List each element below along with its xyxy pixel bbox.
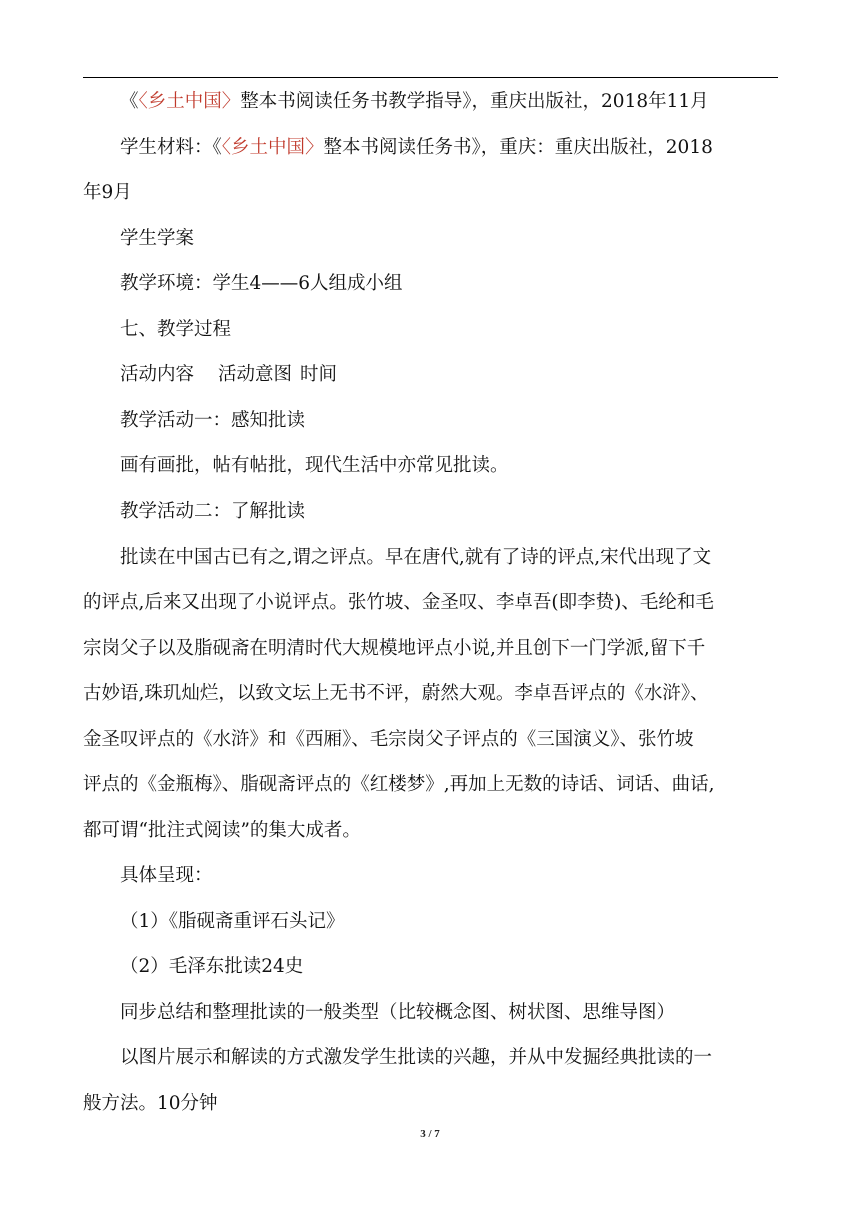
paragraph-line: 古妙语,珠玑灿烂，以致文坛上无书不评，蔚然大观。李卓吾评点的《水浒》、 [83, 683, 709, 704]
paragraph-line: 评点的《金瓶梅》、脂砚斋评点的《红楼梦》,再加上无数的诗话、词话、曲话, [83, 774, 715, 795]
header-rule [83, 77, 778, 78]
activity-2-title: 教学活动二：了解批读 [120, 501, 306, 522]
reference-line-2: 学生材料：《〈乡土中国〉整本书阅读任务书》，重庆：重庆出版社，2018 [120, 137, 713, 158]
summary-line: 同步总结和整理批读的一般类型（比较概念图、树状图、思维导图） [120, 1002, 676, 1023]
paragraph-line: 的评点,后来又出现了小说评点。张竹坡、金圣叹、李卓吾(即李贽)、毛纶和毛 [83, 592, 714, 613]
paragraph-line: 批读在中国古已有之,谓之评点。早在唐代,就有了诗的评点,宋代出现了文 [120, 547, 712, 568]
activity-1-title: 教学活动一：感知批读 [120, 410, 306, 431]
col-activity-intent: 活动意图 [218, 364, 293, 385]
student-case: 学生学案 [120, 228, 195, 249]
book-title-link[interactable]: 〈乡土中国〉 [221, 137, 324, 158]
table-header [83, 363, 778, 387]
page-number: 3 / 7 [420, 1128, 440, 1140]
activity-1-text: 画有画批，帖有帖批，现代生活中亦常见批读。 [120, 455, 509, 476]
paragraph-line: 金圣叹评点的《水浒》和《西厢》、毛宗岗父子评点的《三国演义》、张竹坡 [83, 729, 694, 750]
list-item: （2）毛泽东批读24史 [120, 956, 304, 977]
col-time: 时间 [300, 364, 338, 385]
intent-line: 以图片展示和解读的方式激发学生批读的兴趣，并从中发掘经典批读的一 [120, 1047, 713, 1068]
col-activity-content: 活动内容 [120, 364, 195, 385]
reference-line-1: 《〈乡土中国〉整本书阅读任务书教学指导》，重庆出版社，2018年11月 [120, 91, 709, 112]
intent-line: 般方法。10分钟 [83, 1093, 218, 1114]
paragraph-line: 都可谓“批注式阅读”的集大成者。 [83, 820, 361, 841]
section-heading: 七、教学过程 [120, 319, 232, 340]
teaching-environment: 教学环境：学生4——6人组成小组 [120, 273, 403, 294]
reference-line-2-cont: 年9月 [83, 182, 132, 203]
paragraph-line: 宗岗父子以及脂砚斋在明清时代大规模地评点小说,并且创下一门学派,留下千 [83, 638, 706, 659]
list-item: （1）《脂砚斋重评石头记》 [120, 911, 345, 932]
presentation-label: 具体呈现： [120, 865, 213, 886]
book-title-link[interactable]: 〈乡土中国〉 [138, 91, 241, 112]
